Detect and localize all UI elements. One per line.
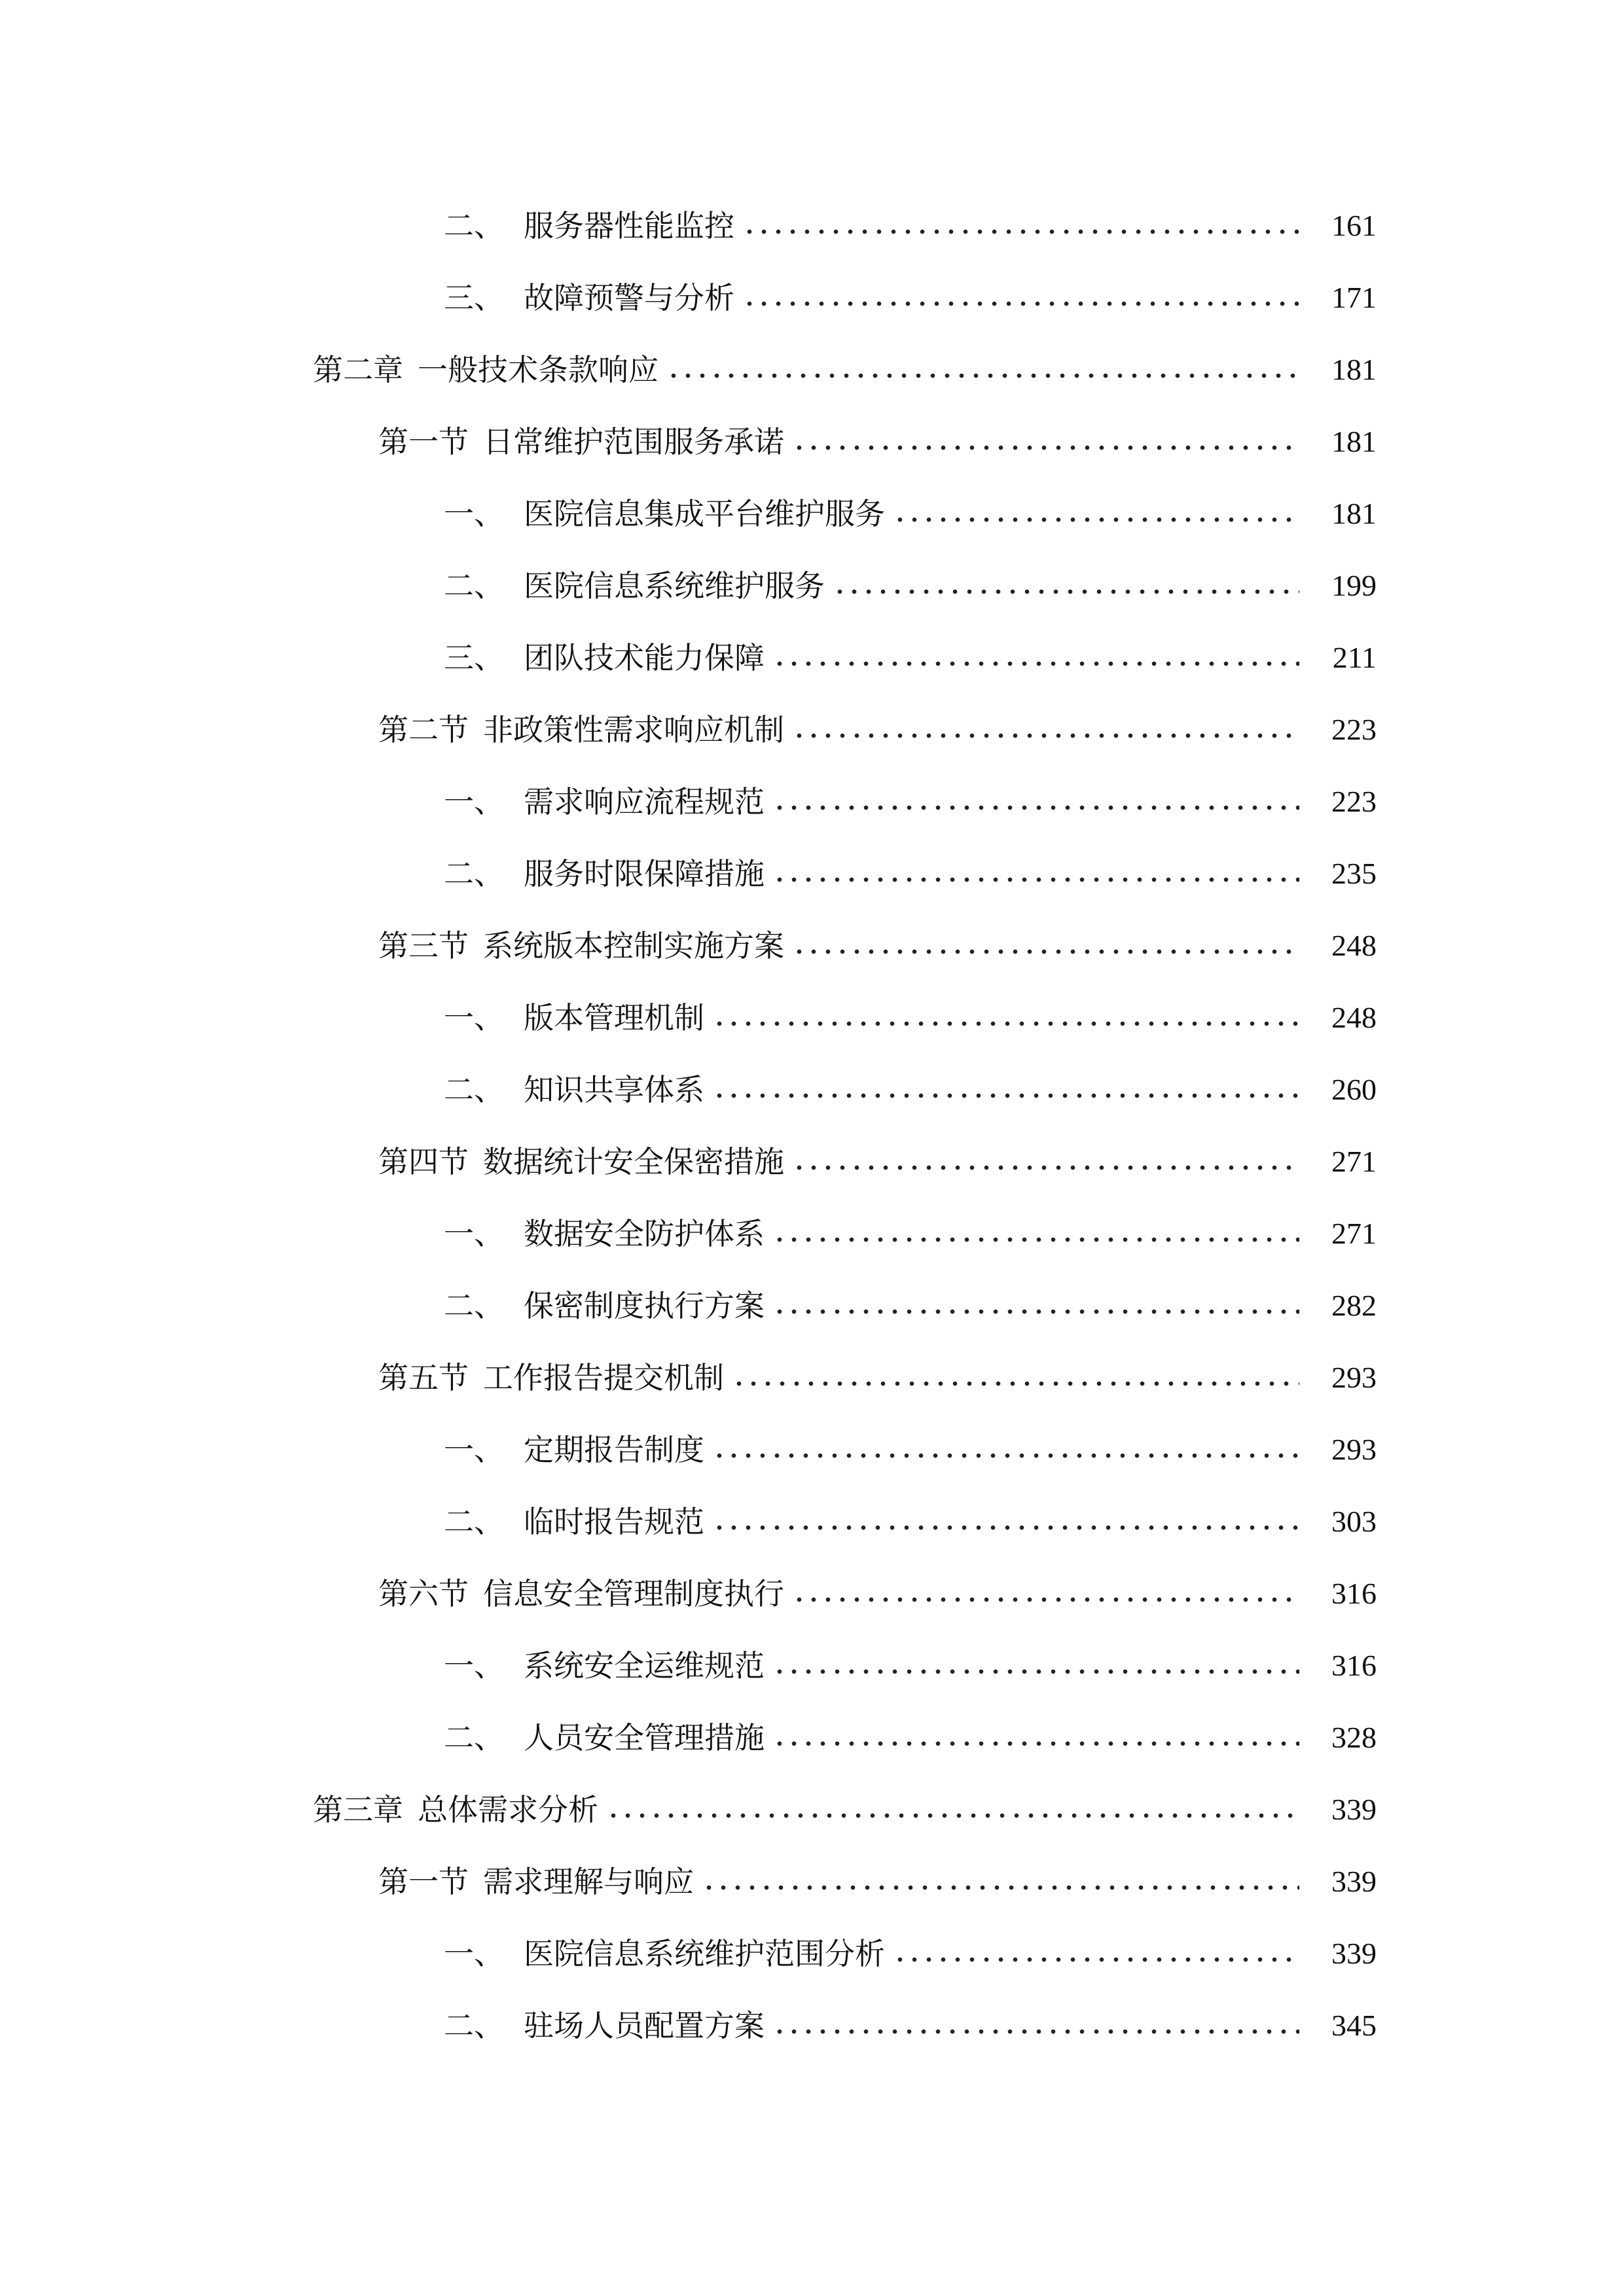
toc-entry-title: 知识共享体系 xyxy=(524,1072,704,1107)
toc-entry[interactable] xyxy=(0,1990,1624,2062)
toc-entry-title: 临时报告规范 xyxy=(524,1504,704,1539)
toc-entry-page-number: 293 xyxy=(1331,1361,1377,1394)
toc-entry-title: 需求响应流程规范 xyxy=(524,784,765,819)
toc-dot-leader xyxy=(606,1811,1299,1820)
toc-entry-number: 一、 xyxy=(444,1216,504,1251)
toc-entry-title: 定期报告制度 xyxy=(524,1432,704,1467)
toc-entry-page-number: 248 xyxy=(1331,1001,1377,1034)
toc-dot-leader xyxy=(792,731,1299,740)
toc-entry-number: 一、 xyxy=(444,1936,504,1971)
toc-entry-page-number: 260 xyxy=(1331,1073,1377,1106)
toc-dot-leader xyxy=(772,1235,1299,1244)
toc-entry[interactable] xyxy=(0,478,1624,550)
toc-entry[interactable] xyxy=(0,190,1624,262)
toc-entry-title: 信息安全管理制度执行 xyxy=(483,1576,784,1611)
toc-entry-page-number: 282 xyxy=(1331,1289,1377,1322)
toc-entry-title: 故障预警与分析 xyxy=(524,280,734,315)
toc-entry[interactable] xyxy=(0,1270,1624,1342)
toc-entry[interactable] xyxy=(0,838,1624,910)
toc-entry-title: 医院信息集成平台维护服务 xyxy=(524,496,885,531)
toc-entry[interactable] xyxy=(0,694,1624,766)
toc-dot-leader xyxy=(772,2027,1299,2036)
toc-entry-page-number: 181 xyxy=(1331,497,1377,530)
toc-entry-page-number: 339 xyxy=(1331,1793,1377,1826)
toc-entry-title: 工作报告提交机制 xyxy=(483,1360,724,1395)
toc-entry-title: 数据安全防护体系 xyxy=(524,1216,765,1251)
toc-entry-number: 第六节 xyxy=(378,1576,469,1611)
toc-entry-title: 非政策性需求响应机制 xyxy=(483,712,784,747)
toc-entry[interactable] xyxy=(0,406,1624,478)
toc-entry-page-number: 316 xyxy=(1331,1649,1377,1682)
toc-entry-title: 一般技术条款响应 xyxy=(418,352,659,387)
toc-entry[interactable] xyxy=(0,334,1624,406)
toc-entry[interactable] xyxy=(0,1846,1624,1918)
toc-entry-title: 保密制度执行方案 xyxy=(524,1288,765,1323)
toc-entry-number: 一、 xyxy=(444,1432,504,1467)
toc-dot-leader xyxy=(702,1883,1299,1892)
toc-dot-leader xyxy=(792,443,1299,452)
toc-entry-title: 日常维护范围服务承诺 xyxy=(483,424,784,459)
toc-entry-title: 医院信息系统维护服务 xyxy=(524,568,825,603)
toc-entry-title: 团队技术能力保障 xyxy=(524,640,765,675)
toc-entry-page-number: 328 xyxy=(1331,1721,1377,1754)
toc-entry-title: 人员安全管理措施 xyxy=(524,1720,765,1755)
toc-dot-leader xyxy=(833,587,1299,596)
toc-dot-leader xyxy=(772,1307,1299,1316)
toc-dot-leader xyxy=(893,515,1299,524)
toc-entry[interactable] xyxy=(0,766,1624,838)
toc-entry-page-number: 293 xyxy=(1331,1433,1377,1466)
toc-dot-leader xyxy=(666,371,1299,380)
toc-entry-number: 第二节 xyxy=(378,712,469,747)
toc-entry-page-number: 248 xyxy=(1331,929,1377,962)
toc-dot-leader xyxy=(742,227,1299,236)
toc-entry-page-number: 181 xyxy=(1331,353,1377,386)
toc-dot-leader xyxy=(712,1091,1299,1100)
toc-entry-number: 二、 xyxy=(444,208,504,243)
toc-entry-page-number: 171 xyxy=(1331,281,1377,314)
toc-entry[interactable] xyxy=(0,622,1624,694)
toc-dot-leader xyxy=(772,875,1299,884)
toc-entry[interactable] xyxy=(0,1126,1624,1198)
toc-entry-page-number: 345 xyxy=(1331,2009,1377,2042)
toc-entry[interactable] xyxy=(0,1558,1624,1630)
toc-entry-page-number: 235 xyxy=(1331,857,1377,890)
toc-entry-number: 第三节 xyxy=(378,928,469,963)
toc-entry-number: 第一节 xyxy=(378,424,469,459)
toc-entry[interactable] xyxy=(0,1054,1624,1126)
toc-dot-leader xyxy=(893,1955,1299,1964)
toc-dot-leader xyxy=(772,1739,1299,1748)
toc-entry[interactable] xyxy=(0,1486,1624,1558)
toc-entry-page-number: 339 xyxy=(1331,1937,1377,1970)
toc-entry-number: 第五节 xyxy=(378,1360,469,1395)
toc-entry[interactable] xyxy=(0,1630,1624,1702)
toc-entry[interactable] xyxy=(0,262,1624,334)
toc-entry-title: 服务器性能监控 xyxy=(524,208,734,243)
toc-entry-page-number: 303 xyxy=(1331,1505,1377,1538)
toc-entry-page-number: 339 xyxy=(1331,1865,1377,1898)
toc-dot-leader xyxy=(712,1523,1299,1532)
toc-dot-leader xyxy=(772,659,1299,668)
toc-entry-number: 二、 xyxy=(444,1072,504,1107)
toc-entry-page-number: 199 xyxy=(1331,569,1377,602)
toc-entry-number: 一、 xyxy=(444,496,504,531)
toc-entry-page-number: 223 xyxy=(1331,785,1377,818)
toc-entry-number: 二、 xyxy=(444,1504,504,1539)
toc-dot-leader xyxy=(712,1451,1299,1460)
toc-entry-title: 数据统计安全保密措施 xyxy=(483,1144,784,1179)
toc-dot-leader xyxy=(792,947,1299,956)
toc-entry-title: 系统安全运维规范 xyxy=(524,1648,765,1683)
toc-entry-number: 一、 xyxy=(444,1000,504,1035)
toc-entry[interactable] xyxy=(0,1198,1624,1270)
toc-entry-number: 三、 xyxy=(444,640,504,675)
toc-entry[interactable] xyxy=(0,982,1624,1054)
toc-dot-leader xyxy=(732,1379,1299,1388)
toc-entry-title: 驻场人员配置方案 xyxy=(524,2008,765,2043)
toc-dot-leader xyxy=(772,803,1299,812)
toc-dot-leader xyxy=(792,1163,1299,1172)
toc-dot-leader xyxy=(712,1019,1299,1028)
toc-entry-title: 版本管理机制 xyxy=(524,1000,704,1035)
toc-entry-page-number: 223 xyxy=(1331,713,1377,746)
toc-entry-page-number: 211 xyxy=(1332,641,1377,674)
toc-dot-leader xyxy=(792,1595,1299,1604)
toc-entry-number: 三、 xyxy=(444,280,504,315)
toc-entry-title: 总体需求分析 xyxy=(418,1792,598,1827)
toc-entry-number: 一、 xyxy=(444,784,504,819)
toc-entry-title: 服务时限保障措施 xyxy=(524,856,765,891)
toc-dot-leader xyxy=(772,1667,1299,1676)
toc-entry[interactable] xyxy=(0,1774,1624,1846)
toc-entry-number: 二、 xyxy=(444,856,504,891)
toc-entry[interactable] xyxy=(0,1918,1624,1990)
toc-entry[interactable] xyxy=(0,910,1624,982)
toc-entry[interactable] xyxy=(0,550,1624,622)
toc-entry-number: 一、 xyxy=(444,1648,504,1683)
toc-entry-number: 二、 xyxy=(444,2008,504,2043)
toc-entry-page-number: 271 xyxy=(1331,1217,1377,1250)
toc-entry[interactable] xyxy=(0,1342,1624,1414)
toc-entry-title: 系统版本控制实施方案 xyxy=(483,928,784,963)
toc-entry-number: 二、 xyxy=(444,568,504,603)
toc-entry-page-number: 181 xyxy=(1331,425,1377,458)
table-of-contents xyxy=(0,190,1624,2062)
toc-entry-page-number: 316 xyxy=(1331,1577,1377,1610)
toc-entry-number: 二、 xyxy=(444,1720,504,1755)
toc-entry[interactable] xyxy=(0,1414,1624,1486)
toc-entry-title: 医院信息系统维护范围分析 xyxy=(524,1936,885,1971)
toc-entry-page-number: 271 xyxy=(1331,1145,1377,1178)
toc-entry-number: 第一节 xyxy=(378,1864,469,1899)
toc-entry-title: 需求理解与响应 xyxy=(483,1864,694,1899)
toc-entry[interactable] xyxy=(0,1702,1624,1774)
toc-dot-leader xyxy=(742,299,1299,308)
toc-entry-number: 第四节 xyxy=(378,1144,469,1179)
toc-entry-page-number: 161 xyxy=(1331,209,1377,242)
toc-entry-number: 二、 xyxy=(444,1288,504,1323)
toc-entry-number: 第二章 xyxy=(313,352,403,387)
toc-entry-number: 第三章 xyxy=(313,1792,403,1827)
